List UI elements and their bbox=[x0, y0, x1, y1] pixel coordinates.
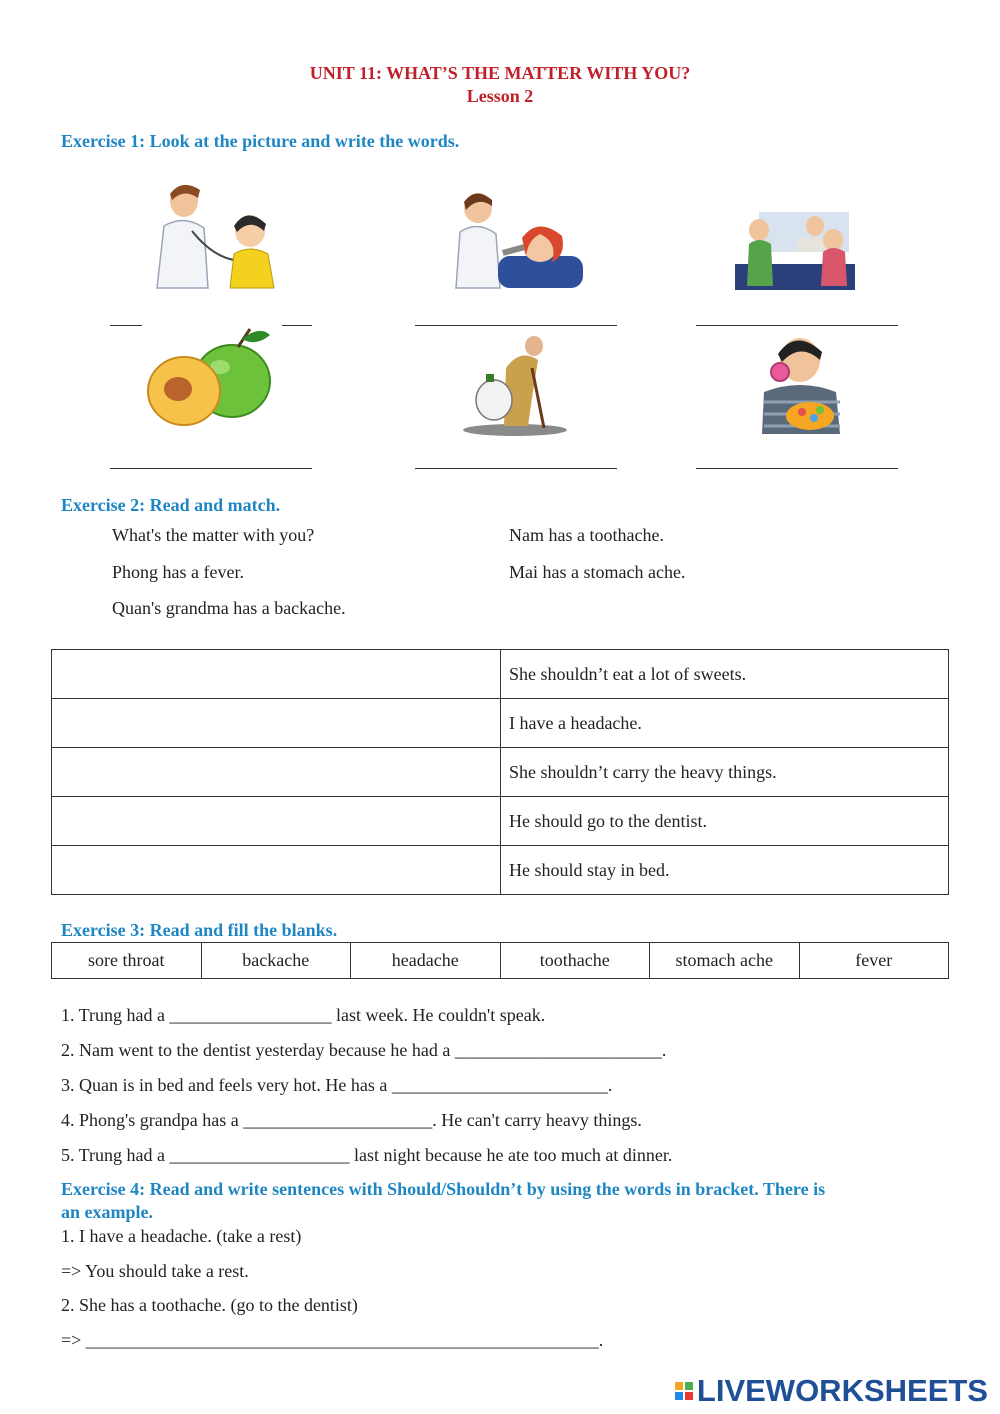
table-row bbox=[52, 699, 949, 748]
match-answer-cell: He should go to the dentist. bbox=[501, 797, 949, 846]
exercise4-heading-line2: an example. bbox=[61, 1202, 153, 1222]
match-answer-cell: I have a headache. bbox=[501, 699, 949, 748]
table-row bbox=[52, 650, 949, 699]
answer-line-4[interactable] bbox=[110, 468, 312, 469]
word-bank-item: headache bbox=[351, 943, 501, 979]
word-bank-item: stomach ache bbox=[650, 943, 800, 979]
unit-title: UNIT 11: WHAT’S THE MATTER WITH YOU? bbox=[309, 63, 691, 83]
ex4-line-2: => You should take a rest. bbox=[61, 1261, 249, 1281]
word-bank-item: fever bbox=[799, 943, 949, 979]
logo-mark-icon bbox=[675, 1382, 693, 1400]
match-answer-cell: She shouldn’t eat a lot of sweets. bbox=[501, 650, 949, 699]
fruit-picture bbox=[142, 325, 282, 445]
prompt-mai-stomach-ache: Mai has a stomach ache. bbox=[509, 562, 686, 582]
fill-sentence-4[interactable]: 4. Phong's grandpa has a _____________________. He can't carry heavy things. bbox=[61, 1110, 642, 1130]
answer-line-5[interactable] bbox=[415, 468, 617, 469]
match-drop-cell[interactable] bbox=[52, 797, 501, 846]
old-woman-picture bbox=[460, 328, 600, 448]
ex4-line-3: 2. She has a toothache. (go to the dentist) bbox=[61, 1295, 358, 1315]
answer-line-2[interactable] bbox=[415, 325, 617, 326]
logo-text: LIVEWORKSHEETS bbox=[696, 1373, 988, 1408]
prompt-quan-grandma-backache: Quan's grandma has a backache. bbox=[112, 598, 346, 618]
match-drop-cell[interactable] bbox=[52, 846, 501, 895]
fill-sentence-1[interactable]: 1. Trung had a __________________ last week. He couldn't speak. bbox=[61, 1005, 546, 1025]
doctor-boy-picture bbox=[142, 176, 282, 296]
word-bank-item: sore throat bbox=[52, 943, 202, 979]
exercise3-heading: Exercise 3: Read and fill the blanks. bbox=[61, 920, 338, 940]
exercise4-heading-line1: Exercise 4: Read and write sentences with Should/Shouldn’t by using the words in bracket. There is bbox=[61, 1179, 826, 1199]
fill-sentence-3[interactable]: 3. Quan is in bed and feels very hot. He has a ________________________. bbox=[61, 1075, 613, 1095]
boy-sweets-picture bbox=[744, 330, 884, 450]
fill-sentence-2[interactable]: 2. Nam went to the dentist yesterday because he had a _______________________. bbox=[61, 1040, 667, 1060]
table-row bbox=[52, 846, 949, 895]
match-table bbox=[51, 649, 949, 895]
prompt-phong-fever: Phong has a fever. bbox=[112, 562, 244, 582]
match-drop-cell[interactable] bbox=[52, 650, 501, 699]
exercise2-heading: Exercise 2: Read and match. bbox=[61, 495, 281, 515]
liveworksheets-logo bbox=[675, 1373, 988, 1409]
word-bank bbox=[51, 942, 949, 979]
match-answer-cell: He should stay in bed. bbox=[501, 846, 949, 895]
exercise1-heading: Exercise 1: Look at the picture and write the words. bbox=[61, 131, 460, 151]
ex4-answer-line[interactable]: => _________________________________________________________. bbox=[61, 1330, 604, 1350]
match-drop-cell[interactable] bbox=[52, 748, 501, 797]
answer-line-6[interactable] bbox=[696, 468, 898, 469]
match-drop-cell[interactable] bbox=[52, 699, 501, 748]
prompt-whats-the-matter: What's the matter with you? bbox=[112, 525, 315, 545]
table-row bbox=[52, 748, 949, 797]
word-bank-item: backache bbox=[201, 943, 351, 979]
prompt-nam-toothache: Nam has a toothache. bbox=[509, 525, 664, 545]
answer-line-3[interactable] bbox=[696, 325, 898, 326]
fill-sentence-5[interactable]: 5. Trung had a ____________________ last night because he ate too much at dinner. bbox=[61, 1145, 673, 1165]
children-bed-picture bbox=[735, 204, 875, 324]
match-answer-cell: She shouldn’t carry the heavy things. bbox=[501, 748, 949, 797]
table-row bbox=[52, 797, 949, 846]
word-bank-item: toothache bbox=[500, 943, 650, 979]
lesson-title: Lesson 2 bbox=[466, 86, 534, 106]
dentist-picture bbox=[448, 176, 588, 296]
ex4-line-1: 1. I have a headache. (take a rest) bbox=[61, 1226, 302, 1246]
